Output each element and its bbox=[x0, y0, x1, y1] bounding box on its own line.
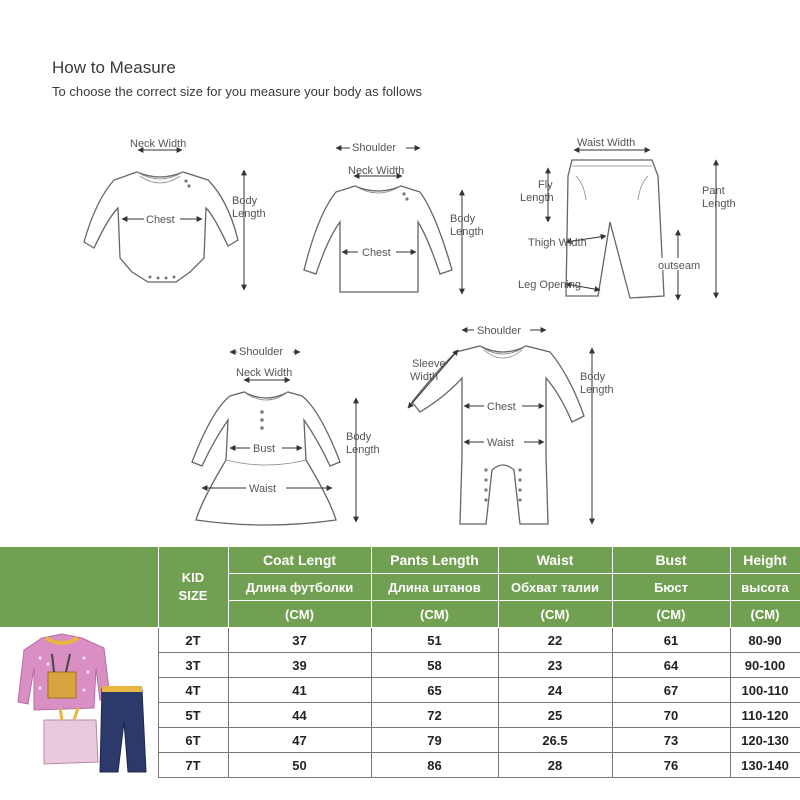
value-cell: 120-130 bbox=[730, 728, 800, 753]
value-cell: 72 bbox=[371, 703, 498, 728]
col-height-en: Height bbox=[730, 547, 800, 574]
dress-shoulder-label: Shoulder bbox=[239, 346, 284, 358]
value-cell: 22 bbox=[498, 628, 612, 653]
value-cell: 64 bbox=[612, 653, 730, 678]
header-green-block bbox=[0, 547, 158, 628]
kid-label: KID bbox=[181, 570, 205, 585]
value-cell: 58 bbox=[371, 653, 498, 678]
bodysuit-shape bbox=[84, 172, 238, 282]
pants-length-label: Length bbox=[702, 198, 736, 210]
size-cell: 6T bbox=[158, 728, 228, 753]
value-cell: 61 bbox=[612, 628, 730, 653]
pants-fly-label: Fly bbox=[538, 179, 553, 191]
size-cell: 3T bbox=[158, 653, 228, 678]
size-cell: 7T bbox=[158, 753, 228, 778]
dress-diagram bbox=[192, 345, 380, 525]
pants-pant-label: Pant bbox=[702, 185, 725, 197]
pants-waist-width-label: Waist Width bbox=[577, 137, 636, 149]
value-cell: 39 bbox=[228, 653, 371, 678]
tshirt-shoulder-label: Shoulder bbox=[352, 142, 397, 154]
value-cell: 130-140 bbox=[730, 753, 800, 778]
measurement-diagrams bbox=[0, 120, 800, 540]
romper-shoulder-label: Shoulder bbox=[477, 325, 522, 337]
dress-body-label: Body bbox=[346, 431, 372, 443]
col-waist-en: Waist bbox=[498, 547, 612, 574]
col-pants-length-en: Pants Length bbox=[371, 547, 498, 574]
pants-shape bbox=[566, 160, 664, 298]
pants-diagram bbox=[518, 137, 736, 300]
romper-sleeve-label: Sleeve bbox=[412, 358, 446, 370]
bodysuit-diagram bbox=[84, 138, 266, 290]
col-coat-length-ru: Длина футболки bbox=[228, 574, 371, 601]
bodysuit-chest-label: Chest bbox=[146, 214, 175, 226]
product-photo bbox=[0, 628, 158, 778]
dress-length-label: Length bbox=[346, 444, 380, 456]
pants-outseam-label: outseam bbox=[658, 260, 701, 272]
value-cell: 110-120 bbox=[730, 703, 800, 728]
page-title: How to Measure bbox=[52, 58, 176, 77]
col-bust-ru: Бюст bbox=[612, 574, 730, 601]
value-cell: 79 bbox=[371, 728, 498, 753]
value-cell: 90-100 bbox=[730, 653, 800, 678]
value-cell: 26.5 bbox=[498, 728, 612, 753]
romper-width-label: Width bbox=[410, 371, 439, 383]
col-pants-length-ru: Длина штанов bbox=[371, 574, 498, 601]
bodysuit-body-label: Body bbox=[232, 195, 258, 207]
value-cell: 25 bbox=[498, 703, 612, 728]
pants-fly-length-label: Length bbox=[520, 192, 554, 204]
kids-outfit-image bbox=[4, 628, 154, 774]
bodysuit-length-label: Length bbox=[232, 208, 266, 220]
value-cell: 67 bbox=[612, 678, 730, 703]
pants-thigh-width-label: Thigh Width bbox=[528, 237, 587, 249]
romper-diagram bbox=[408, 323, 614, 524]
value-cell: 100-110 bbox=[730, 678, 800, 703]
tshirt-diagram bbox=[304, 141, 484, 294]
value-cell: 86 bbox=[371, 753, 498, 778]
tshirt-chest-label: Chest bbox=[362, 247, 391, 259]
col-height-unit: (CM) bbox=[730, 601, 800, 628]
size-cell: 5T bbox=[158, 703, 228, 728]
value-cell: 80-90 bbox=[730, 628, 800, 653]
col-coat-length-unit: (CM) bbox=[228, 601, 371, 628]
value-cell: 70 bbox=[612, 703, 730, 728]
col-waist-ru: Обхват талии bbox=[498, 574, 612, 601]
value-cell: 24 bbox=[498, 678, 612, 703]
kid-size-header bbox=[158, 547, 228, 628]
value-cell: 76 bbox=[612, 753, 730, 778]
dress-bust-label: Bust bbox=[253, 443, 276, 455]
dress-waist-label: Waist bbox=[249, 483, 277, 495]
dress-shape bbox=[192, 392, 340, 525]
size-cell: 4T bbox=[158, 678, 228, 703]
size-chart bbox=[0, 546, 800, 800]
page-subtitle: To choose the correct size for you measure your body as follows bbox=[52, 84, 422, 99]
col-height-ru: высота bbox=[730, 574, 800, 601]
col-waist-unit: (CM) bbox=[498, 601, 612, 628]
col-coat-length-en: Coat Lengt bbox=[228, 547, 371, 574]
value-cell: 51 bbox=[371, 628, 498, 653]
bodysuit-neck-width-label: Neck Width bbox=[130, 138, 187, 150]
tshirt-length-label: Length bbox=[450, 226, 484, 238]
romper-length-label: Length bbox=[580, 384, 614, 396]
value-cell: 28 bbox=[498, 753, 612, 778]
romper-body-label: Body bbox=[580, 371, 606, 383]
col-pants-length-unit: (CM) bbox=[371, 601, 498, 628]
dress-neck-width-label: Neck Width bbox=[236, 367, 293, 379]
col-bust-en: Bust bbox=[612, 547, 730, 574]
col-bust-unit: (CM) bbox=[612, 601, 730, 628]
value-cell: 47 bbox=[228, 728, 371, 753]
value-cell: 50 bbox=[228, 753, 371, 778]
value-cell: 23 bbox=[498, 653, 612, 678]
tshirt-shape bbox=[304, 186, 452, 292]
value-cell: 65 bbox=[371, 678, 498, 703]
value-cell: 44 bbox=[228, 703, 371, 728]
value-cell: 73 bbox=[612, 728, 730, 753]
tshirt-neck-width-label: Neck Width bbox=[348, 165, 405, 177]
tshirt-body-label: Body bbox=[450, 213, 476, 225]
value-cell: 37 bbox=[228, 628, 371, 653]
size-label: SIZE bbox=[178, 588, 208, 603]
table-row bbox=[0, 628, 800, 653]
romper-chest-label: Chest bbox=[487, 401, 516, 413]
value-cell: 41 bbox=[228, 678, 371, 703]
size-cell: 2T bbox=[158, 628, 228, 653]
romper-waist-label: Waist bbox=[487, 437, 515, 449]
pants-leg-opening-label: Leg Opening bbox=[518, 279, 581, 291]
